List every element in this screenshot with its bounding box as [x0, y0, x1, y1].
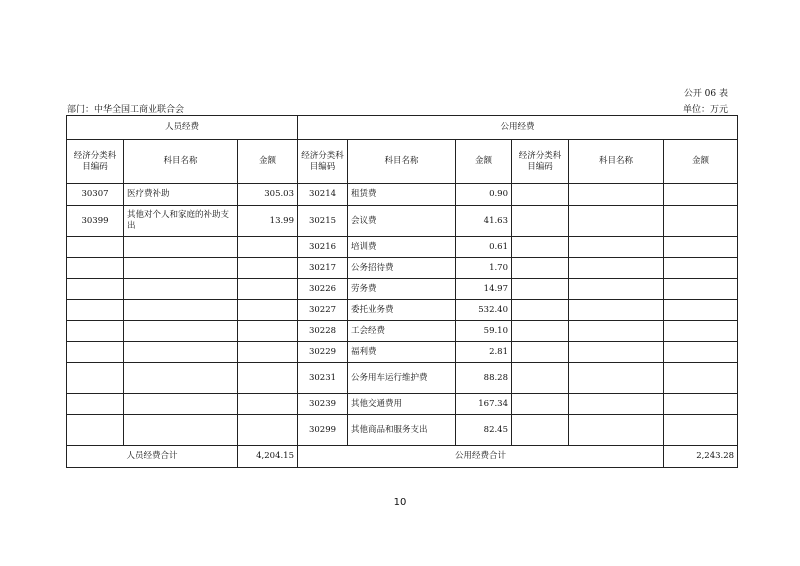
public-name-cell: 公务用车运行维护费	[348, 363, 456, 394]
public-amount-cell: 41.63	[456, 206, 512, 237]
col-amount-header: 金额	[238, 140, 298, 184]
total-row	[67, 446, 738, 468]
extra-amount-cell	[664, 363, 738, 394]
personnel-amount-cell: 305.03	[238, 184, 298, 206]
table-row	[67, 363, 738, 394]
personnel-name-cell	[124, 415, 238, 446]
public-code-cell: 30228	[298, 321, 348, 342]
personnel-code-cell: 30307	[67, 184, 124, 206]
table-row	[67, 415, 738, 446]
personnel-name-cell	[124, 321, 238, 342]
public-name-cell: 其他商品和服务支出	[348, 415, 456, 446]
public-code-cell: 30239	[298, 394, 348, 415]
personnel-code-cell: 30399	[67, 206, 124, 237]
table-row	[67, 206, 738, 237]
col-code-header: 经济分类科目编码	[67, 140, 124, 184]
personnel-name-cell	[124, 394, 238, 415]
extra-name-cell	[569, 363, 664, 394]
budget-table	[66, 115, 738, 468]
extra-code-cell	[512, 321, 569, 342]
extra-name-cell	[569, 300, 664, 321]
personnel-name-cell	[124, 279, 238, 300]
public-name-cell: 会议费	[348, 206, 456, 237]
extra-code-cell	[512, 206, 569, 237]
personnel-name-cell	[124, 237, 238, 258]
public-code-cell: 30299	[298, 415, 348, 446]
col-name-header: 科目名称	[569, 140, 664, 184]
col-amount-header: 金额	[664, 140, 738, 184]
extra-code-cell	[512, 237, 569, 258]
public-total-label: 公用经费合计	[298, 446, 664, 468]
personnel-code-cell	[67, 321, 124, 342]
personnel-code-cell	[67, 342, 124, 363]
public-amount-cell: 14.97	[456, 279, 512, 300]
personnel-name-cell: 其他对个人和家庭的补助支出	[124, 206, 238, 237]
extra-code-cell	[512, 415, 569, 446]
public-amount-cell: 167.34	[456, 394, 512, 415]
personnel-amount-cell	[238, 342, 298, 363]
table-row	[67, 258, 738, 279]
extra-name-cell	[569, 279, 664, 300]
personnel-code-cell	[67, 279, 124, 300]
extra-amount-cell	[664, 300, 738, 321]
extra-amount-cell	[664, 342, 738, 363]
public-section-header: 公用经费	[298, 116, 738, 140]
public-name-cell: 公务招待费	[348, 258, 456, 279]
extra-amount-cell	[664, 394, 738, 415]
personnel-code-cell	[67, 300, 124, 321]
public-name-cell: 劳务费	[348, 279, 456, 300]
table-row	[67, 321, 738, 342]
public-amount-cell: 82.45	[456, 415, 512, 446]
extra-amount-cell	[664, 206, 738, 237]
public-name-cell: 其他交通费用	[348, 394, 456, 415]
extra-name-cell	[569, 342, 664, 363]
unit-label: 单位：万元	[682, 105, 728, 115]
personnel-code-cell	[67, 237, 124, 258]
public-code-cell: 30229	[298, 342, 348, 363]
public-amount-cell: 0.90	[456, 184, 512, 206]
personnel-code-cell	[67, 258, 124, 279]
personnel-code-cell	[67, 415, 124, 446]
public-amount-cell: 88.28	[456, 363, 512, 394]
public-amount-cell: 1.70	[456, 258, 512, 279]
personnel-code-cell	[67, 394, 124, 415]
public-code-cell: 30231	[298, 363, 348, 394]
extra-amount-cell	[664, 237, 738, 258]
personnel-amount-cell	[238, 237, 298, 258]
public-code-cell: 30217	[298, 258, 348, 279]
personnel-code-cell	[67, 363, 124, 394]
public-code-cell: 30214	[298, 184, 348, 206]
table-row	[67, 237, 738, 258]
public-code-cell: 30226	[298, 279, 348, 300]
public-name-cell: 培训费	[348, 237, 456, 258]
public-amount-cell: 0.61	[456, 237, 512, 258]
personnel-name-cell	[124, 363, 238, 394]
personnel-total-label: 人员经费合计	[67, 446, 238, 468]
department-label: 部门：中华全国工商业联合会	[67, 105, 185, 115]
extra-name-cell	[569, 184, 664, 206]
page-number: 10	[393, 497, 407, 508]
col-name-header: 科目名称	[348, 140, 456, 184]
extra-name-cell	[569, 258, 664, 279]
personnel-name-cell	[124, 342, 238, 363]
table-row	[67, 279, 738, 300]
public-name-cell: 工会经费	[348, 321, 456, 342]
extra-code-cell	[512, 258, 569, 279]
personnel-amount-cell	[238, 300, 298, 321]
personnel-amount-cell	[238, 394, 298, 415]
extra-code-cell	[512, 300, 569, 321]
extra-amount-cell	[664, 279, 738, 300]
personnel-amount-cell	[238, 415, 298, 446]
personnel-amount-cell	[238, 363, 298, 394]
extra-code-cell	[512, 394, 569, 415]
public-name-cell: 租赁费	[348, 184, 456, 206]
public-code-cell: 30227	[298, 300, 348, 321]
extra-name-cell	[569, 394, 664, 415]
table-row	[67, 342, 738, 363]
extra-amount-cell	[664, 321, 738, 342]
table-row	[67, 394, 738, 415]
personnel-amount-cell	[238, 279, 298, 300]
extra-code-cell	[512, 184, 569, 206]
personnel-total-amount: 4,204.15	[238, 446, 298, 468]
personnel-name-cell	[124, 258, 238, 279]
personnel-name-cell	[124, 300, 238, 321]
extra-amount-cell	[664, 184, 738, 206]
extra-name-cell	[569, 415, 664, 446]
table-row	[67, 184, 738, 206]
col-code-header: 经济分类科目编码	[298, 140, 348, 184]
public-code-cell: 30215	[298, 206, 348, 237]
public-amount-cell: 2.81	[456, 342, 512, 363]
public-amount-cell: 59.10	[456, 321, 512, 342]
form-number: 公开 06 表	[683, 89, 728, 99]
public-name-cell: 福利费	[348, 342, 456, 363]
personnel-section-header: 人员经费	[67, 116, 298, 140]
extra-code-cell	[512, 363, 569, 394]
extra-code-cell	[512, 279, 569, 300]
personnel-amount-cell	[238, 258, 298, 279]
extra-code-cell	[512, 342, 569, 363]
extra-name-cell	[569, 206, 664, 237]
col-name-header: 科目名称	[124, 140, 238, 184]
extra-name-cell	[569, 237, 664, 258]
extra-amount-cell	[664, 258, 738, 279]
public-code-cell: 30216	[298, 237, 348, 258]
personnel-amount-cell	[238, 321, 298, 342]
extra-amount-cell	[664, 415, 738, 446]
col-amount-header: 金额	[456, 140, 512, 184]
col-code-header: 经济分类科目编码	[512, 140, 569, 184]
table-row	[67, 300, 738, 321]
public-total-amount: 2,243.28	[664, 446, 738, 468]
public-amount-cell: 532.40	[456, 300, 512, 321]
personnel-name-cell: 医疗费补助	[124, 184, 238, 206]
extra-name-cell	[569, 321, 664, 342]
personnel-amount-cell: 13.99	[238, 206, 298, 237]
public-name-cell: 委托业务费	[348, 300, 456, 321]
